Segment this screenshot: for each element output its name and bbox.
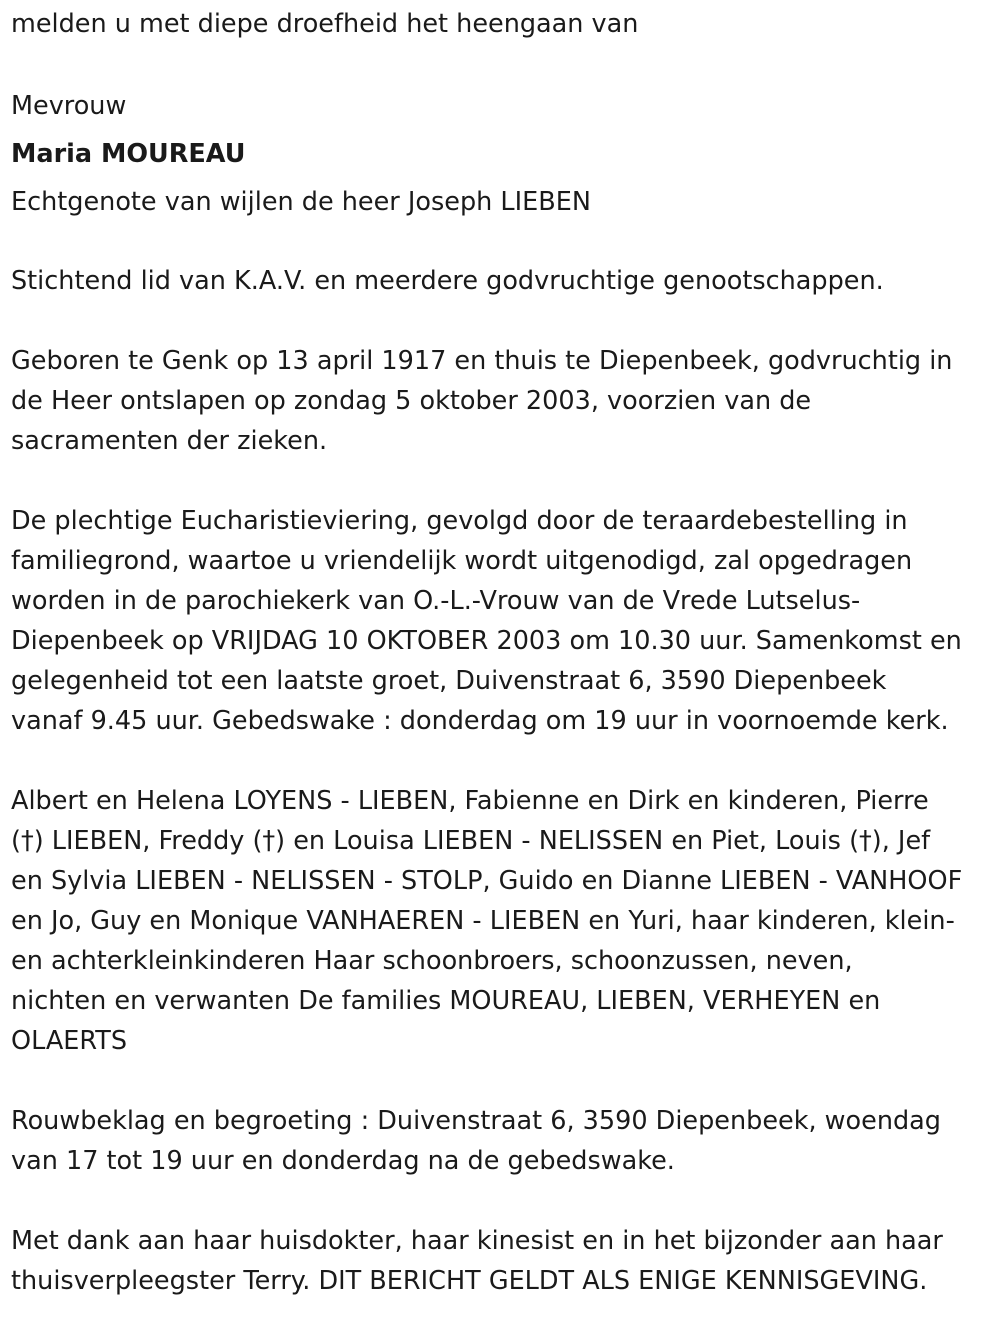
- family-line: (†) LIEBEN, Freddy (†) en Louisa LIEBEN - NELISSEN en Piet, Louis (†), Jef: [11, 826, 931, 856]
- spouse-text: Echtgenote van wijlen de heer Joseph LIEBEN: [11, 187, 591, 217]
- birth-death-line: de Heer ontslapen op zondag 5 oktober 2003, voorzien van de: [11, 386, 812, 416]
- ceremony-line: familiegrond, waartoe u vriendelijk wordt uitgenodigd, zal opgedragen: [11, 546, 913, 576]
- family-line: OLAERTS: [11, 1026, 128, 1056]
- birth-death-line: Geboren te Genk op 13 april 1917 en thuis te Diepenbeek, godvruchtig in: [11, 346, 953, 376]
- intro-text: melden u met diepe droefheid het heengaan van: [11, 9, 639, 39]
- condolence-line: Rouwbeklag en begroeting : Duivenstraat 6, 3590 Diepenbeek, woendag: [11, 1106, 941, 1136]
- birth-death-line: sacramenten der zieken.: [11, 426, 328, 456]
- ceremony-line: worden in de parochiekerk van O.-L.-Vrouw van de Vrede Lutselus-: [11, 586, 861, 616]
- family-line: en achterkleinkinderen Haar schoonbroers, schoonzussen, neven,: [11, 946, 853, 976]
- condolence-line: van 17 tot 19 uur en donderdag na de gebedswake.: [11, 1146, 675, 1176]
- deceased-name: Maria MOUREAU: [11, 139, 246, 169]
- family-line: en Jo, Guy en Monique VANHAEREN - LIEBEN en Yuri, haar kinderen, klein-: [11, 906, 955, 936]
- family-line: en Sylvia LIEBEN - NELISSEN - STOLP, Guido en Dianne LIEBEN - VANHOOF: [11, 866, 963, 896]
- ceremony-line: Diepenbeek op VRIJDAG 10 OKTOBER 2003 om 10.30 uur. Samenkomst en: [11, 626, 962, 656]
- thanks-line: Met dank aan haar huisdokter, haar kinesist en in het bijzonder aan haar: [11, 1226, 943, 1256]
- ceremony-line: vanaf 9.45 uur. Gebedswake : donderdag om 19 uur in voornoemde kerk.: [11, 706, 949, 736]
- salutation: Mevrouw: [11, 91, 127, 121]
- family-line: nichten en verwanten De families MOUREAU, LIEBEN, VERHEYEN en: [11, 986, 881, 1016]
- membership-text: Stichtend lid van K.A.V. en meerdere godvruchtige genootschappen.: [11, 266, 884, 296]
- family-line: Albert en Helena LOYENS - LIEBEN, Fabienne en Dirk en kinderen, Pierre: [11, 786, 929, 816]
- ceremony-line: gelegenheid tot een laatste groet, Duivenstraat 6, 3590 Diepenbeek: [11, 666, 887, 696]
- thanks-line: thuisverpleegster Terry. DIT BERICHT GELDT ALS ENIGE KENNISGEVING.: [11, 1266, 928, 1296]
- ceremony-line: De plechtige Eucharistieviering, gevolgd door de teraardebestelling in: [11, 506, 908, 536]
